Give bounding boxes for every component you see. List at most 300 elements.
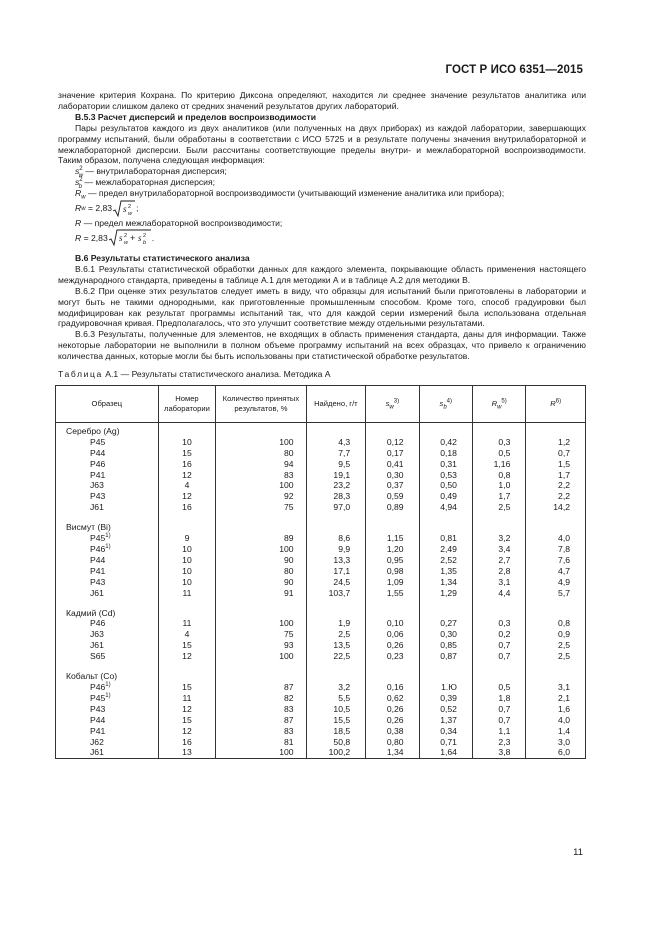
accepted-percent: 92 [216, 491, 306, 502]
table-spacer-row [56, 513, 586, 522]
lab-count: 12 [158, 704, 216, 715]
group-name: Кобальт (Co) [56, 671, 159, 682]
table-caption-word: Таблица [58, 369, 103, 380]
sb-value: 1,29 [419, 588, 472, 599]
table-row [56, 618, 586, 629]
table-cell [216, 522, 306, 533]
table-row [56, 726, 586, 737]
svg-text:2: 2 [123, 233, 127, 240]
sample-code: P45 [90, 533, 106, 544]
definition-rw-text: — предел внутрилабораторной воспроизводимости (учитывающий изменение аналитика или прибора); [87, 188, 505, 199]
lab-count: 15 [158, 682, 216, 693]
sample-footnote: 1) [105, 533, 111, 540]
accepted-percent: 94 [216, 459, 306, 470]
sample-code: P43 [90, 491, 106, 502]
rw-value: 1,8 [472, 693, 525, 704]
table-caption-text: А.1 — Результаты статистического анализа. Методика А [105, 369, 331, 380]
accepted-percent: 100 [216, 480, 306, 491]
sample-code: P44 [90, 714, 106, 725]
sample-code: J63 [90, 629, 104, 640]
found-value: 17,1 [306, 566, 366, 577]
sample-cell [56, 651, 159, 662]
table-row [56, 533, 586, 544]
formula-r: R = 2,83 s 2 w + s 2 b . [58, 229, 586, 248]
table-cell [158, 662, 216, 671]
results-table [55, 385, 586, 759]
rw-value: 3,4 [472, 544, 525, 555]
found-value: 1,9 [306, 618, 366, 629]
sample-cell [56, 437, 159, 448]
sb-value: 0,42 [419, 437, 472, 448]
lab-count: 11 [158, 693, 216, 704]
lab-count: 10 [158, 544, 216, 555]
table-row [56, 640, 586, 651]
sb-value: 0,71 [419, 737, 472, 748]
table-cell [366, 513, 419, 522]
table-cell [158, 522, 216, 533]
rw-value: 0,3 [472, 437, 525, 448]
rw-value: 1,1 [472, 726, 525, 737]
sw-value: 0,37 [366, 480, 419, 491]
lab-count: 12 [158, 651, 216, 662]
found-value: 4,3 [306, 437, 366, 448]
table-cell [472, 608, 525, 619]
r-value: 2,1 [526, 693, 586, 704]
sample-code: J61 [90, 747, 104, 758]
sw-value: 0,95 [366, 555, 419, 566]
r-value: 4,7 [526, 566, 586, 577]
found-value: 23,2 [306, 480, 366, 491]
rw-value: 2,3 [472, 737, 525, 748]
accepted-percent: 83 [216, 704, 306, 715]
svg-text:s: s [137, 233, 142, 244]
table-row [56, 588, 586, 599]
table-cell [306, 522, 366, 533]
table-cell [526, 522, 586, 533]
sw-value: 1,20 [366, 544, 419, 555]
sample-cell [56, 491, 159, 502]
sample-cell [56, 715, 159, 726]
rw-value: 2,5 [472, 502, 525, 513]
table-cell [472, 522, 525, 533]
r-value: 3,0 [526, 737, 586, 748]
r-value: 1,2 [526, 437, 586, 448]
definition-sb: $s^2_b$ — межлабораторная дисперсия; [75, 177, 215, 190]
lab-count: 10 [158, 555, 216, 566]
sample-cell [56, 640, 159, 651]
r-value: 1,4 [526, 726, 586, 737]
found-value: 97,0 [306, 502, 366, 513]
sb-value: 0,53 [419, 470, 472, 481]
table-group-row [56, 671, 586, 682]
table-row [56, 566, 586, 577]
r-value: 4,9 [526, 577, 586, 588]
accepted-percent: 90 [216, 555, 306, 566]
r-value: 4,0 [526, 533, 586, 544]
found-value: 9,9 [306, 544, 366, 555]
heading-b6: В.6 Результаты статистического анализа [75, 252, 250, 263]
r-value: 1,7 [526, 470, 586, 481]
lab-count: 15 [158, 448, 216, 459]
lab-count: 10 [158, 437, 216, 448]
table-cell [419, 662, 472, 671]
table-row [56, 629, 586, 640]
table-cell [306, 513, 366, 522]
table-cell [158, 599, 216, 608]
r-value: 2,2 [526, 480, 586, 491]
table-cell [56, 599, 159, 608]
sample-code: J63 [90, 480, 104, 491]
table-row [56, 737, 586, 748]
document-body [58, 90, 586, 759]
table-group-row [56, 522, 586, 533]
accepted-percent: 100 [216, 544, 306, 555]
header-found: Найдено, г/т [306, 385, 366, 422]
rw-value: 1,7 [472, 491, 525, 502]
table-cell [419, 599, 472, 608]
table-cell [56, 513, 159, 522]
sample-cell [56, 737, 159, 748]
rw-value: 0,5 [472, 448, 525, 459]
sample-code: P43 [90, 703, 106, 714]
r-value: 1,5 [526, 459, 586, 470]
table-caption [58, 369, 586, 380]
accepted-percent: 80 [216, 448, 306, 459]
sb-value: 1,37 [419, 715, 472, 726]
paragraph-b63: В.6.3 Результаты, полученные для элементов, не входящих в область применения стандарта, даны для информации. Также некоторые лаборатории не выполнили в полном объеме программу испытаний на всех образцах, что привело к ограничению количества данных, которые могли бы быть использованы при статистической обработке результатов. [58, 329, 586, 362]
table-cell [216, 671, 306, 682]
sb-value: 0,18 [419, 448, 472, 459]
lab-count: 16 [158, 737, 216, 748]
accepted-percent: 100 [216, 618, 306, 629]
sample-cell [56, 588, 159, 599]
sb-value: 0,27 [419, 618, 472, 629]
r-value: 7,6 [526, 555, 586, 566]
sb-value: 4,94 [419, 502, 472, 513]
table-cell [419, 426, 472, 437]
sb-value: 0,87 [419, 651, 472, 662]
table-cell [216, 608, 306, 619]
accepted-percent: 80 [216, 566, 306, 577]
r-value: 1,6 [526, 704, 586, 715]
rw-value: 3,1 [472, 577, 525, 588]
rw-value: 0,2 [472, 629, 525, 640]
table-group-row [56, 426, 586, 437]
found-value: 15,5 [306, 715, 366, 726]
table-cell [366, 426, 419, 437]
lab-count: 10 [158, 566, 216, 577]
sb-value: 0,31 [419, 459, 472, 470]
table-cell [216, 513, 306, 522]
sample-code: P44 [90, 447, 106, 458]
found-value: 10,5 [306, 704, 366, 715]
sample-cell [56, 704, 159, 715]
formula-r-lhs: R [75, 233, 82, 244]
table-cell [306, 608, 366, 619]
sw-value: 0,26 [366, 640, 419, 651]
sw-value: 0,10 [366, 618, 419, 629]
rw-value: 0,7 [472, 704, 525, 715]
table-row [56, 682, 586, 693]
table-cell [158, 671, 216, 682]
r-value: 5,7 [526, 588, 586, 599]
accepted-percent: 100 [216, 747, 306, 758]
lab-count: 11 [158, 588, 216, 599]
sb-value: 1,35 [419, 566, 472, 577]
rw-value: 1,16 [472, 459, 525, 470]
header-rw: $R_w^{5)}$ [472, 385, 525, 422]
lab-count: 15 [158, 640, 216, 651]
r-value: 0,9 [526, 629, 586, 640]
lab-count: 12 [158, 491, 216, 502]
lab-count: 9 [158, 533, 216, 544]
table-cell [526, 599, 586, 608]
paragraph-kochran: значение критерия Кохрана. По критерию Диксона определяют, находится ли среднее значение результатов аналитика или лаборатории слишком далеко от средних значений результатов других лабораторий. [58, 90, 586, 111]
table-row [56, 577, 586, 588]
rw-value: 3,8 [472, 747, 525, 758]
accepted-percent: 91 [216, 588, 306, 599]
lab-count: 16 [158, 502, 216, 513]
heading-b53: В.5.3 Расчет дисперсий и пределов воспроизводимости [75, 111, 317, 122]
sw-value: 0,80 [366, 737, 419, 748]
table-row [56, 555, 586, 566]
lab-count: 10 [158, 577, 216, 588]
header-r: $R^{6)}$ [526, 385, 586, 422]
sample-code: P46 [90, 544, 106, 554]
table-cell [306, 426, 366, 437]
sb-value: 0,30 [419, 629, 472, 640]
sample-cell [56, 629, 159, 640]
definition-sw-text: — внутрилабораторная дисперсия; [85, 166, 227, 177]
sb-value: 0,50 [419, 480, 472, 491]
sample-cell [56, 577, 159, 588]
table-row [56, 448, 586, 459]
table-cell [472, 426, 525, 437]
table-cell [472, 513, 525, 522]
lab-count: 4 [158, 480, 216, 491]
accepted-percent: 87 [216, 682, 306, 693]
paragraph-b53: Пары результатов каждого из двух аналитиков (или полученных на двух приборах) из каждой лаборатории, завершающих программу испытаний, были обработаны в соответствии с ИСО 5725 и в результате получены значения внутрилабораторной и межлабораторной дисперсии. Были рассчитаны соответствующие пределы внутри- и межлабораторной воспроизводимости. Таким образом, получена следующая информация: [58, 122, 586, 166]
rw-value: 3,2 [472, 533, 525, 544]
table-cell [366, 522, 419, 533]
accepted-percent: 90 [216, 577, 306, 588]
sample-footnote: 1) [105, 682, 111, 689]
found-value: 9,5 [306, 459, 366, 470]
r-value: 14,2 [526, 502, 586, 513]
sample-cell [56, 747, 159, 758]
r-value: 4,0 [526, 715, 586, 726]
table-cell [526, 662, 586, 671]
found-value: 18,5 [306, 726, 366, 737]
svg-text:2: 2 [142, 233, 146, 240]
sample-cell [56, 480, 159, 491]
accepted-percent: 82 [216, 693, 306, 704]
found-value: 3,2 [306, 682, 366, 693]
sqrt-sum-icon [108, 229, 152, 247]
table-row [56, 704, 586, 715]
definition-r-text: — предел межлабораторной воспроизводимости; [83, 218, 283, 229]
table-header-row [56, 385, 586, 422]
table-spacer-row [56, 662, 586, 671]
table-cell [419, 522, 472, 533]
table-cell [56, 662, 159, 671]
found-value: 13,5 [306, 640, 366, 651]
found-value: 100,2 [306, 747, 366, 758]
sample-code: J62 [90, 736, 104, 747]
lab-count: 4 [158, 629, 216, 640]
sw-value: 1,55 [366, 588, 419, 599]
table-cell [472, 662, 525, 671]
lab-count: 11 [158, 618, 216, 629]
svg-text:b: b [142, 240, 146, 247]
found-value: 7,7 [306, 448, 366, 459]
table-cell [216, 599, 306, 608]
sample-footnote: 1) [105, 544, 111, 551]
header-lab: Номер лаборатории [158, 385, 216, 422]
accepted-percent: 75 [216, 629, 306, 640]
r-value: 6,0 [526, 747, 586, 758]
sample-cell [56, 533, 159, 544]
accepted-percent: 93 [216, 640, 306, 651]
sample-cell [56, 726, 159, 737]
svg-text:s: s [118, 233, 123, 244]
sb-value: 0,85 [419, 640, 472, 651]
group-name: Серебро (Ag) [56, 426, 159, 437]
table-cell [526, 608, 586, 619]
found-value: 2,5 [306, 629, 366, 640]
table-row [56, 491, 586, 502]
sample-code: P41 [90, 469, 106, 480]
sample-code: J61 [90, 502, 104, 513]
sample-code: P41 [90, 725, 106, 736]
sw-value: 0,41 [366, 459, 419, 470]
table-cell [419, 608, 472, 619]
table-row [56, 651, 586, 662]
header-sw: $s_w^{3)}$ [366, 385, 419, 422]
sw-value: 1,15 [366, 533, 419, 544]
sample-cell [56, 470, 159, 481]
table-cell [419, 671, 472, 682]
table-row [56, 459, 586, 470]
found-value: 22,5 [306, 651, 366, 662]
rw-value: 0,7 [472, 715, 525, 726]
sw-value: 0,62 [366, 693, 419, 704]
found-value: 24,5 [306, 577, 366, 588]
sw-value: 0,59 [366, 491, 419, 502]
sample-cell [56, 566, 159, 577]
table-cell [526, 671, 586, 682]
definition-r: R — предел межлабораторной воспроизводимости; [75, 218, 283, 229]
sample-code: P46 [90, 681, 106, 692]
accepted-percent: 81 [216, 737, 306, 748]
lab-count: 15 [158, 715, 216, 726]
sample-code: P46 [90, 618, 106, 629]
sqrt-sw-icon [112, 200, 136, 218]
formula-rw-lhs: R [75, 203, 82, 214]
sw-value: 0,12 [366, 437, 419, 448]
svg-text:2: 2 [128, 203, 132, 210]
sw-value: 0,26 [366, 704, 419, 715]
table-cell [306, 671, 366, 682]
rw-value: 0,5 [472, 682, 525, 693]
found-value: 13,3 [306, 555, 366, 566]
sw-value: 0,89 [366, 502, 419, 513]
table-cell [216, 426, 306, 437]
sample-cell [56, 682, 159, 693]
sample-cell [56, 448, 159, 459]
header-sb: $s_b^{4)}$ [419, 385, 472, 422]
sample-cell [56, 555, 159, 566]
found-value: 50,8 [306, 737, 366, 748]
table-cell [526, 426, 586, 437]
accepted-percent: 100 [216, 437, 306, 448]
sw-value: 1,09 [366, 577, 419, 588]
sample-code: P41 [90, 565, 106, 576]
sample-footnote: 1) [105, 693, 111, 700]
sample-code: J61 [90, 587, 104, 598]
sb-value: 0,49 [419, 491, 472, 502]
svg-text:+: + [129, 233, 136, 244]
r-value: 2,5 [526, 640, 586, 651]
sb-value: 2,49 [419, 544, 472, 555]
standard-header: ГОСТ Р ИСО 6351—2015 [445, 64, 583, 76]
table-cell [419, 513, 472, 522]
table-row [56, 437, 586, 448]
sample-cell [56, 544, 159, 555]
sw-value: 0,26 [366, 715, 419, 726]
sample-cell [56, 459, 159, 470]
formula-rw: R w = 2,83 s 2 w ; [58, 199, 586, 218]
rw-value: 2,8 [472, 566, 525, 577]
table-spacer-row [56, 599, 586, 608]
formula-rw-coef: = 2,83 [87, 203, 113, 214]
r-value: 0,7 [526, 448, 586, 459]
r-value: 3,1 [526, 682, 586, 693]
accepted-percent: 89 [216, 533, 306, 544]
table-group-row [56, 608, 586, 619]
sample-code: P45 [90, 436, 106, 447]
svg-text:s: s [123, 203, 127, 214]
table-row [56, 715, 586, 726]
group-name: Кадмий (Cd) [56, 608, 159, 619]
rw-value: 0,7 [472, 651, 525, 662]
table-row [56, 544, 586, 555]
table-row [56, 747, 586, 758]
sample-code: P45 [90, 692, 106, 703]
accepted-percent: 83 [216, 470, 306, 481]
table-cell [366, 608, 419, 619]
table-cell [472, 599, 525, 608]
found-value: 19,1 [306, 470, 366, 481]
accepted-percent: 75 [216, 502, 306, 513]
r-value: 2,5 [526, 651, 586, 662]
table-row [56, 480, 586, 491]
table-cell [306, 599, 366, 608]
r-value: 7,8 [526, 544, 586, 555]
table-cell [366, 599, 419, 608]
sw-value: 0,06 [366, 629, 419, 640]
sw-value: 0,38 [366, 726, 419, 737]
paragraph-b62: В.6.2 При оценке этих результатов следует иметь в виду, что образцы для испытаний были приготовлены в лаборатории и могут быть не такими однородными, как приготовленные промышленным способом. Кроме того, способ градуировки был модифицирован как результат программы испытаний так, что для каждой серии измерений была использована отдельная градуировочная кривая. Предполагалось, что это улучшит соответствие между отдельными результатами. [58, 285, 586, 329]
table-cell [472, 671, 525, 682]
sample-code: P43 [90, 576, 106, 587]
found-value: 28,3 [306, 491, 366, 502]
lab-count: 12 [158, 726, 216, 737]
sw-value: 0,30 [366, 470, 419, 481]
sample-code: S65 [90, 651, 106, 662]
sb-value: 0,39 [419, 693, 472, 704]
lab-count: 12 [158, 470, 216, 481]
